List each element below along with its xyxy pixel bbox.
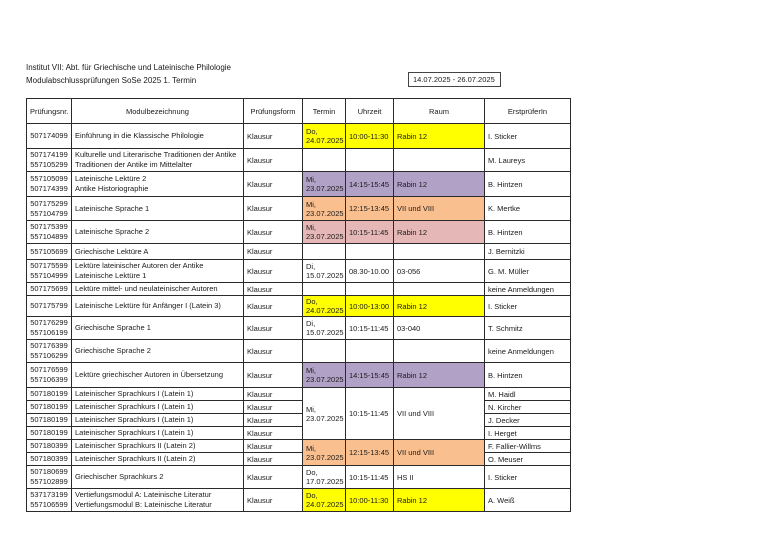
exam-row (27, 401, 571, 414)
cell-pruefungsform: Klausur (244, 172, 303, 197)
cell-modulbezeichnung: Lektüre lateinischer Autoren der Antike Lateinische Lektüre 1 (72, 260, 244, 283)
cell-pruefungsnr: 507180399 (27, 440, 72, 453)
page-header (26, 61, 231, 87)
cell-termin: Do, 17.07.2025 (303, 466, 346, 489)
date-range-box: 14.07.2025 - 26.07.2025 (408, 72, 501, 87)
cell-uhrzeit: 14:15-15:45 (346, 363, 394, 388)
cell-modulbezeichnung: Lateinischer Sprachkurs II (Latein 2) (72, 453, 244, 466)
cell-pruefungsnr: 507175399 557104899 (27, 221, 72, 244)
cell-termin (303, 244, 346, 260)
exam-row (27, 260, 571, 283)
cell-erstpruefer: B. Hintzen (485, 221, 571, 244)
cell-erstpruefer: M. Haidl (485, 388, 571, 401)
cell-erstpruefer: B. Hintzen (485, 363, 571, 388)
cell-erstpruefer: I. Sticker (485, 466, 571, 489)
cell-pruefungsnr: 557105099 507174399 (27, 172, 72, 197)
cell-erstpruefer: A. Weiß (485, 489, 571, 512)
cell-modulbezeichnung: Lektüre mittel- und neulateinischer Autoren (72, 283, 244, 296)
exam-row (27, 317, 571, 340)
cell-pruefungsnr: 507174199 557105299 (27, 149, 72, 172)
exam-row (27, 414, 571, 427)
cell-modulbezeichnung: Lektüre griechischer Autoren in Übersetzung (72, 363, 244, 388)
cell-pruefungsnr: 507175299 557104799 (27, 197, 72, 221)
cell-raum (394, 149, 485, 172)
cell-pruefungsnr: 557105699 (27, 244, 72, 260)
cell-erstpruefer: I. Sticker (485, 124, 571, 149)
cell-pruefungsnr: 507176599 557106399 (27, 363, 72, 388)
cell-pruefungsnr: 507180199 (27, 427, 72, 440)
cell-erstpruefer: keine Anmeldungen (485, 283, 571, 296)
cell-uhrzeit (346, 340, 394, 363)
exam-row (27, 388, 571, 401)
cell-modulbezeichnung: Lateinische Lektüre für Anfänger I (Latein 3) (72, 296, 244, 317)
cell-uhrzeit: 12:15-13:45 (346, 197, 394, 221)
cell-termin: Mi, 23.07.2025 (303, 197, 346, 221)
cell-erstpruefer: J. Decker (485, 414, 571, 427)
cell-erstpruefer: N. Kircher (485, 401, 571, 414)
cell-termin: Mi, 23.07.2025 (303, 440, 346, 466)
exam-schedule-table (26, 98, 571, 512)
cell-pruefungsnr: 507175599 557104999 (27, 260, 72, 283)
cell-raum: VII und VIII (394, 197, 485, 221)
cell-pruefungsform: Klausur (244, 197, 303, 221)
cell-erstpruefer: M. Laureys (485, 149, 571, 172)
exam-row (27, 440, 571, 453)
cell-erstpruefer: F. Fallier-Willms (485, 440, 571, 453)
cell-uhrzeit: 10:00-11:30 (346, 489, 394, 512)
cell-pruefungsform: Klausur (244, 466, 303, 489)
cell-raum (394, 244, 485, 260)
cell-modulbezeichnung: Lateinische Sprache 1 (72, 197, 244, 221)
cell-modulbezeichnung: Lateinische Sprache 2 (72, 221, 244, 244)
cell-erstpruefer: O. Meuser (485, 453, 571, 466)
cell-pruefungsnr: 507180199 (27, 414, 72, 427)
cell-uhrzeit (346, 149, 394, 172)
cell-erstpruefer: K. Mertke (485, 197, 571, 221)
exam-row (27, 340, 571, 363)
cell-pruefungsform: Klausur (244, 414, 303, 427)
cell-termin: Mi, 23.07.2025 (303, 363, 346, 388)
cell-uhrzeit: 10:00-11:30 (346, 124, 394, 149)
cell-pruefungsform: Klausur (244, 221, 303, 244)
cell-uhrzeit: 12:15-13:45 (346, 440, 394, 466)
cell-termin (303, 149, 346, 172)
cell-raum: Rabin 12 (394, 489, 485, 512)
cell-termin: Mi, 23.07.2025 (303, 221, 346, 244)
cell-pruefungsform: Klausur (244, 260, 303, 283)
cell-pruefungsnr: 537173199 557106599 (27, 489, 72, 512)
cell-raum: 03-056 (394, 260, 485, 283)
cell-termin (303, 283, 346, 296)
cell-uhrzeit: 10:15-11:45 (346, 317, 394, 340)
exam-row (27, 283, 571, 296)
cell-raum: Rabin 12 (394, 363, 485, 388)
cell-modulbezeichnung: Lateinischer Sprachkurs I (Latein 1) (72, 414, 244, 427)
cell-modulbezeichnung: Kulturelle und Literarische Traditionen der Antike Traditionen der Antike im Mittelalter (72, 149, 244, 172)
cell-pruefungsnr: 507175799 (27, 296, 72, 317)
cell-modulbezeichnung: Einführung in die Klassische Philologie (72, 124, 244, 149)
cell-raum: Rabin 12 (394, 124, 485, 149)
exam-row (27, 466, 571, 489)
cell-pruefungsform: Klausur (244, 489, 303, 512)
cell-pruefungsform: Klausur (244, 388, 303, 401)
cell-raum: 03-040 (394, 317, 485, 340)
cell-modulbezeichnung: Lateinischer Sprachkurs I (Latein 1) (72, 401, 244, 414)
cell-pruefungsform: Klausur (244, 340, 303, 363)
cell-uhrzeit (346, 283, 394, 296)
page-subtitle: Modulabschlussprüfungen SoSe 2025 1. Termin (26, 76, 197, 85)
cell-raum (394, 283, 485, 296)
cell-raum: VII und VIII (394, 388, 485, 440)
cell-uhrzeit: 10:15-11:45 (346, 466, 394, 489)
cell-erstpruefer: G. M. Müller (485, 260, 571, 283)
cell-termin: Do, 24.07.2025 (303, 124, 346, 149)
cell-modulbezeichnung: Vertiefungsmodul A: Lateinische Literatur Vertiefungsmodul B: Lateinische Literatur (72, 489, 244, 512)
cell-pruefungsform: Klausur (244, 296, 303, 317)
cell-uhrzeit: 10:15-11:45 (346, 388, 394, 440)
cell-modulbezeichnung: Griechische Sprache 1 (72, 317, 244, 340)
cell-modulbezeichnung: Lateinischer Sprachkurs II (Latein 2) (72, 440, 244, 453)
cell-raum: Rabin 12 (394, 172, 485, 197)
cell-pruefungsnr: 507180399 (27, 453, 72, 466)
cell-termin: Mi, 23.07.2025 (303, 388, 346, 440)
column-header-uhrzeit: Uhrzeit (346, 99, 394, 124)
cell-pruefungsnr: 507180699 557102899 (27, 466, 72, 489)
cell-pruefungsnr: 507176299 557106199 (27, 317, 72, 340)
cell-pruefungsform: Klausur (244, 283, 303, 296)
cell-termin: Do, 24.07.2025 (303, 489, 346, 512)
cell-modulbezeichnung: Lateinischer Sprachkurs I (Latein 1) (72, 388, 244, 401)
exam-row (27, 149, 571, 172)
cell-pruefungsform: Klausur (244, 317, 303, 340)
cell-raum: HS II (394, 466, 485, 489)
cell-termin: Di, 15.07.2025 (303, 260, 346, 283)
cell-termin: Mi, 23.07.2025 (303, 172, 346, 197)
exam-row (27, 363, 571, 388)
cell-uhrzeit (346, 244, 394, 260)
column-header-pruefungsform: Prüfungsform (244, 99, 303, 124)
cell-erstpruefer: I. Herget (485, 427, 571, 440)
cell-pruefungsform: Klausur (244, 363, 303, 388)
cell-pruefungsform: Klausur (244, 440, 303, 453)
exam-row (27, 427, 571, 440)
cell-termin: Di, 15.07.2025 (303, 317, 346, 340)
cell-pruefungsnr: 507180199 (27, 388, 72, 401)
cell-pruefungsform: Klausur (244, 124, 303, 149)
exam-row (27, 197, 571, 221)
cell-pruefungsform: Klausur (244, 401, 303, 414)
exam-row (27, 124, 571, 149)
institute-title: Institut VII: Abt. für Griechische und Lateinische Philologie (26, 63, 232, 72)
column-header-raum: Raum (394, 99, 485, 124)
exam-row (27, 221, 571, 244)
cell-modulbezeichnung: Griechischer Sprachkurs 2 (72, 466, 244, 489)
exam-row (27, 244, 571, 260)
column-header-erstpruefer: ErstprüferIn (485, 99, 571, 124)
exam-row (27, 453, 571, 466)
exam-row (27, 296, 571, 317)
cell-raum: Rabin 12 (394, 296, 485, 317)
cell-termin: Do, 24.07.2025 (303, 296, 346, 317)
cell-termin (303, 340, 346, 363)
cell-pruefungsform: Klausur (244, 453, 303, 466)
exam-row (27, 172, 571, 197)
cell-erstpruefer: I. Sticker (485, 296, 571, 317)
exam-table-body (27, 124, 571, 512)
cell-erstpruefer: J. Bernitzki (485, 244, 571, 260)
cell-pruefungsform: Klausur (244, 427, 303, 440)
cell-uhrzeit: 10:15-11:45 (346, 221, 394, 244)
cell-raum: VII und VIII (394, 440, 485, 466)
cell-uhrzeit: 10:00-13:00 (346, 296, 394, 317)
cell-modulbezeichnung: Lateinischer Sprachkurs I (Latein 1) (72, 427, 244, 440)
cell-modulbezeichnung: Griechische Sprache 2 (72, 340, 244, 363)
cell-uhrzeit: 08.30-10.00 (346, 260, 394, 283)
cell-pruefungsnr: 507175699 (27, 283, 72, 296)
cell-uhrzeit: 14:15-15:45 (346, 172, 394, 197)
cell-pruefungsnr: 507180199 (27, 401, 72, 414)
cell-modulbezeichnung: Lateinische Lektüre 2 Antike Historiographie (72, 172, 244, 197)
header-row (27, 99, 571, 124)
cell-raum: Rabin 12 (394, 221, 485, 244)
cell-erstpruefer: T. Schmitz (485, 317, 571, 340)
column-header-termin: Termin (303, 99, 346, 124)
cell-pruefungsform: Klausur (244, 244, 303, 260)
cell-erstpruefer: keine Anmeldungen (485, 340, 571, 363)
cell-erstpruefer: B. Hintzen (485, 172, 571, 197)
exam-row (27, 489, 571, 512)
cell-pruefungsform: Klausur (244, 149, 303, 172)
cell-modulbezeichnung: Griechische Lektüre A (72, 244, 244, 260)
cell-pruefungsnr: 507174099 (27, 124, 72, 149)
column-header-modulbezeichnung: Modulbezeichnung (72, 99, 244, 124)
column-header-pruefungsnr: Prüfungsnr. (27, 99, 72, 124)
cell-raum (394, 340, 485, 363)
cell-pruefungsnr: 507176399 557106299 (27, 340, 72, 363)
